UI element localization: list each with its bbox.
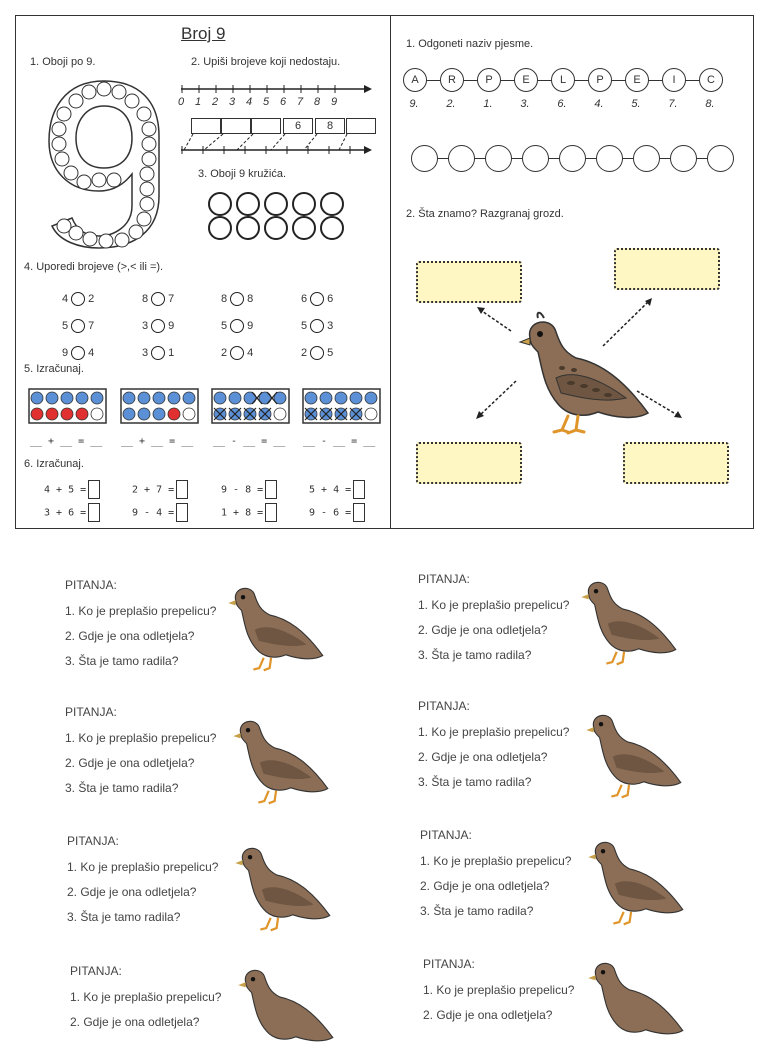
left-worksheet-panel	[15, 15, 392, 529]
question-2: 2. Gdje je ona odletjela?	[420, 879, 550, 893]
letter-circle: P	[588, 68, 612, 92]
task-3-label: 3. Oboji 9 kružića.	[198, 168, 287, 180]
compare-item[interactable]: 5 9	[221, 319, 254, 332]
question-2: 2. Gdje je ona odletjela?	[65, 756, 195, 770]
color-circle[interactable]	[320, 192, 344, 216]
quail-icon	[230, 711, 334, 807]
color-circle[interactable]	[320, 216, 344, 240]
frame-equation-blank[interactable]: __ - __ = __	[303, 436, 376, 447]
answer-box[interactable]	[176, 480, 188, 499]
color-circle[interactable]	[236, 192, 260, 216]
equation: 9 - 4 =	[132, 503, 188, 522]
answer-box[interactable]	[88, 503, 100, 522]
compare-item[interactable]: 9 4	[62, 346, 95, 359]
nl-4: 4	[246, 96, 253, 108]
task-2-label: 2. Upiši brojeve koji nedostaju.	[191, 56, 341, 68]
nl-8: 8	[314, 96, 321, 108]
quail-icon	[578, 572, 682, 668]
compare-item[interactable]: 6 6	[301, 292, 334, 305]
letter-circle: E	[625, 68, 649, 92]
nine-dot-figure[interactable]	[44, 76, 164, 251]
answer-box[interactable]	[353, 480, 365, 499]
question-card-title: PITANJA:	[418, 572, 470, 586]
question-card	[67, 834, 347, 934]
number-line-top	[179, 81, 374, 103]
question-card	[418, 699, 698, 799]
question-1: 1. Ko je preplašio prepelicu?	[70, 990, 222, 1004]
quail-icon	[235, 960, 339, 1056]
task-4-label: 4. Uporedi brojeve (>,< ili =).	[24, 261, 164, 273]
question-3: 3. Šta je tamo radila?	[420, 904, 534, 918]
nl-5: 5	[263, 96, 270, 108]
question-card	[70, 964, 350, 1064]
letter-circle: P	[477, 68, 501, 92]
right-worksheet-panel: 1. Odgoneti naziv pjesme. A R P E L P E I C 9. 2. 1. 3. 6. 4. 5. 7. 8. 2. Šta znamo? Razgranaj grozd.	[390, 15, 754, 529]
question-2: 2. Gdje je ona odletjela?	[67, 885, 197, 899]
color-circle[interactable]	[208, 216, 232, 240]
question-card	[423, 957, 703, 1024]
question-card-title: PITANJA:	[423, 957, 475, 971]
equation: 9 - 6 =	[309, 503, 365, 522]
answer-box[interactable]	[176, 503, 188, 522]
compare-item[interactable]: 2 4	[221, 346, 254, 359]
question-card-title: PITANJA:	[67, 834, 119, 848]
quail-icon	[585, 953, 689, 1049]
compare-item[interactable]: 2 5	[301, 346, 334, 359]
compare-item[interactable]: 3 1	[142, 346, 175, 359]
letter-circle: R	[440, 68, 464, 92]
question-card	[65, 705, 345, 805]
nl-3: 3	[229, 96, 236, 108]
compare-item[interactable]: 8 7	[142, 292, 175, 305]
question-1: 1. Ko je preplašio prepelicu?	[65, 604, 217, 618]
question-2: 2. Gdje je ona odletjela?	[423, 1008, 553, 1022]
letter-circle: L	[551, 68, 575, 92]
question-2: 2. Gdje je ona odletjela?	[70, 1015, 200, 1029]
right-task-1-label: 1. Odgoneti naziv pjesme.	[406, 38, 534, 50]
color-circle[interactable]	[292, 216, 316, 240]
number-line-bottom	[179, 132, 374, 158]
quail-icon	[232, 838, 336, 934]
question-3: 3. Šta je tamo radila?	[65, 654, 179, 668]
color-circle[interactable]	[208, 192, 232, 216]
mindmap-arrows	[391, 16, 753, 528]
compare-item[interactable]: 3 9	[142, 319, 175, 332]
letter-circle: E	[514, 68, 538, 92]
compare-item[interactable]: 5 7	[62, 319, 95, 332]
color-circle[interactable]	[292, 192, 316, 216]
letter-circle: I	[662, 68, 686, 92]
question-3: 3. Šta je tamo radila?	[67, 910, 181, 924]
missing-box[interactable]: 8	[315, 118, 345, 134]
nl-6: 6	[280, 96, 287, 108]
equation: 5 + 4 =	[309, 480, 365, 499]
question-2: 2. Gdje je ona odletjela?	[418, 750, 548, 764]
equation: 9 - 8 =	[221, 480, 277, 499]
compare-item[interactable]: 8 8	[221, 292, 254, 305]
letter-circle: A	[403, 68, 427, 92]
answer-box[interactable]	[353, 503, 365, 522]
quail-icon	[585, 832, 689, 928]
nl-2: 2	[212, 96, 219, 108]
answer-box[interactable]	[265, 503, 277, 522]
question-card-title: PITANJA:	[418, 699, 470, 713]
equation: 4 + 5 =	[44, 480, 100, 499]
question-card-title: PITANJA:	[65, 705, 117, 719]
letter-circle: C	[699, 68, 723, 92]
question-card-title: PITANJA:	[420, 828, 472, 842]
answer-box[interactable]	[88, 480, 100, 499]
question-card	[418, 572, 698, 672]
frame-equation-blank[interactable]: __ + __ = __	[30, 436, 103, 447]
ten-frames	[28, 388, 383, 426]
question-card	[420, 828, 700, 928]
question-1: 1. Ko je preplašio prepelicu?	[423, 983, 575, 997]
nl-9: 9	[331, 96, 338, 108]
question-2: 2. Gdje je ona odletjela?	[65, 629, 195, 643]
compare-item[interactable]: 5 3	[301, 319, 334, 332]
question-3: 3. Šta je tamo radila?	[418, 775, 532, 789]
question-1: 1. Ko je preplašio prepelicu?	[67, 860, 219, 874]
color-circle[interactable]	[236, 216, 260, 240]
color-circle[interactable]	[264, 192, 288, 216]
nl-1: 1	[195, 96, 202, 108]
frame-equation-blank[interactable]: __ - __ = __	[213, 436, 286, 447]
question-card-title: PITANJA:	[70, 964, 122, 978]
worksheet-title: Broj 9	[181, 24, 226, 43]
frame-equation-blank[interactable]: __ + __ = __	[121, 436, 194, 447]
question-1: 1. Ko je preplašio prepelicu?	[420, 854, 572, 868]
equation: 3 + 6 =	[44, 503, 100, 522]
right-task-2-label: 2. Šta znamo? Razgranaj grozd.	[406, 208, 564, 220]
question-card-title: PITANJA:	[65, 578, 117, 592]
question-1: 1. Ko je preplašio prepelicu?	[65, 731, 217, 745]
quail-illustration	[516, 308, 656, 438]
question-1: 1. Ko je preplašio prepelicu?	[418, 598, 570, 612]
equation: 2 + 7 =	[132, 480, 188, 499]
question-2: 2. Gdje je ona odletjela?	[418, 623, 548, 637]
questions-grid	[0, 560, 768, 1029]
color-circle[interactable]	[264, 216, 288, 240]
compare-item[interactable]: 4 2	[62, 292, 95, 305]
task-1-label: 1. Oboji po 9.	[30, 56, 96, 68]
answer-box[interactable]	[265, 480, 277, 499]
quail-icon	[583, 705, 687, 801]
nl-7: 7	[297, 96, 304, 108]
question-1: 1. Ko je preplašio prepelicu?	[418, 725, 570, 739]
task-5-label: 5. Izračunaj.	[24, 363, 84, 375]
missing-box[interactable]: 6	[283, 118, 313, 134]
question-3: 3. Šta je tamo radila?	[418, 648, 532, 662]
nl-0: 0	[178, 96, 185, 108]
equation: 1 + 8 =	[221, 503, 277, 522]
question-3: 3. Šta je tamo radila?	[65, 781, 179, 795]
task-6-label: 6. Izračunaj.	[24, 458, 84, 470]
question-card	[65, 578, 345, 678]
quail-icon	[225, 578, 329, 674]
